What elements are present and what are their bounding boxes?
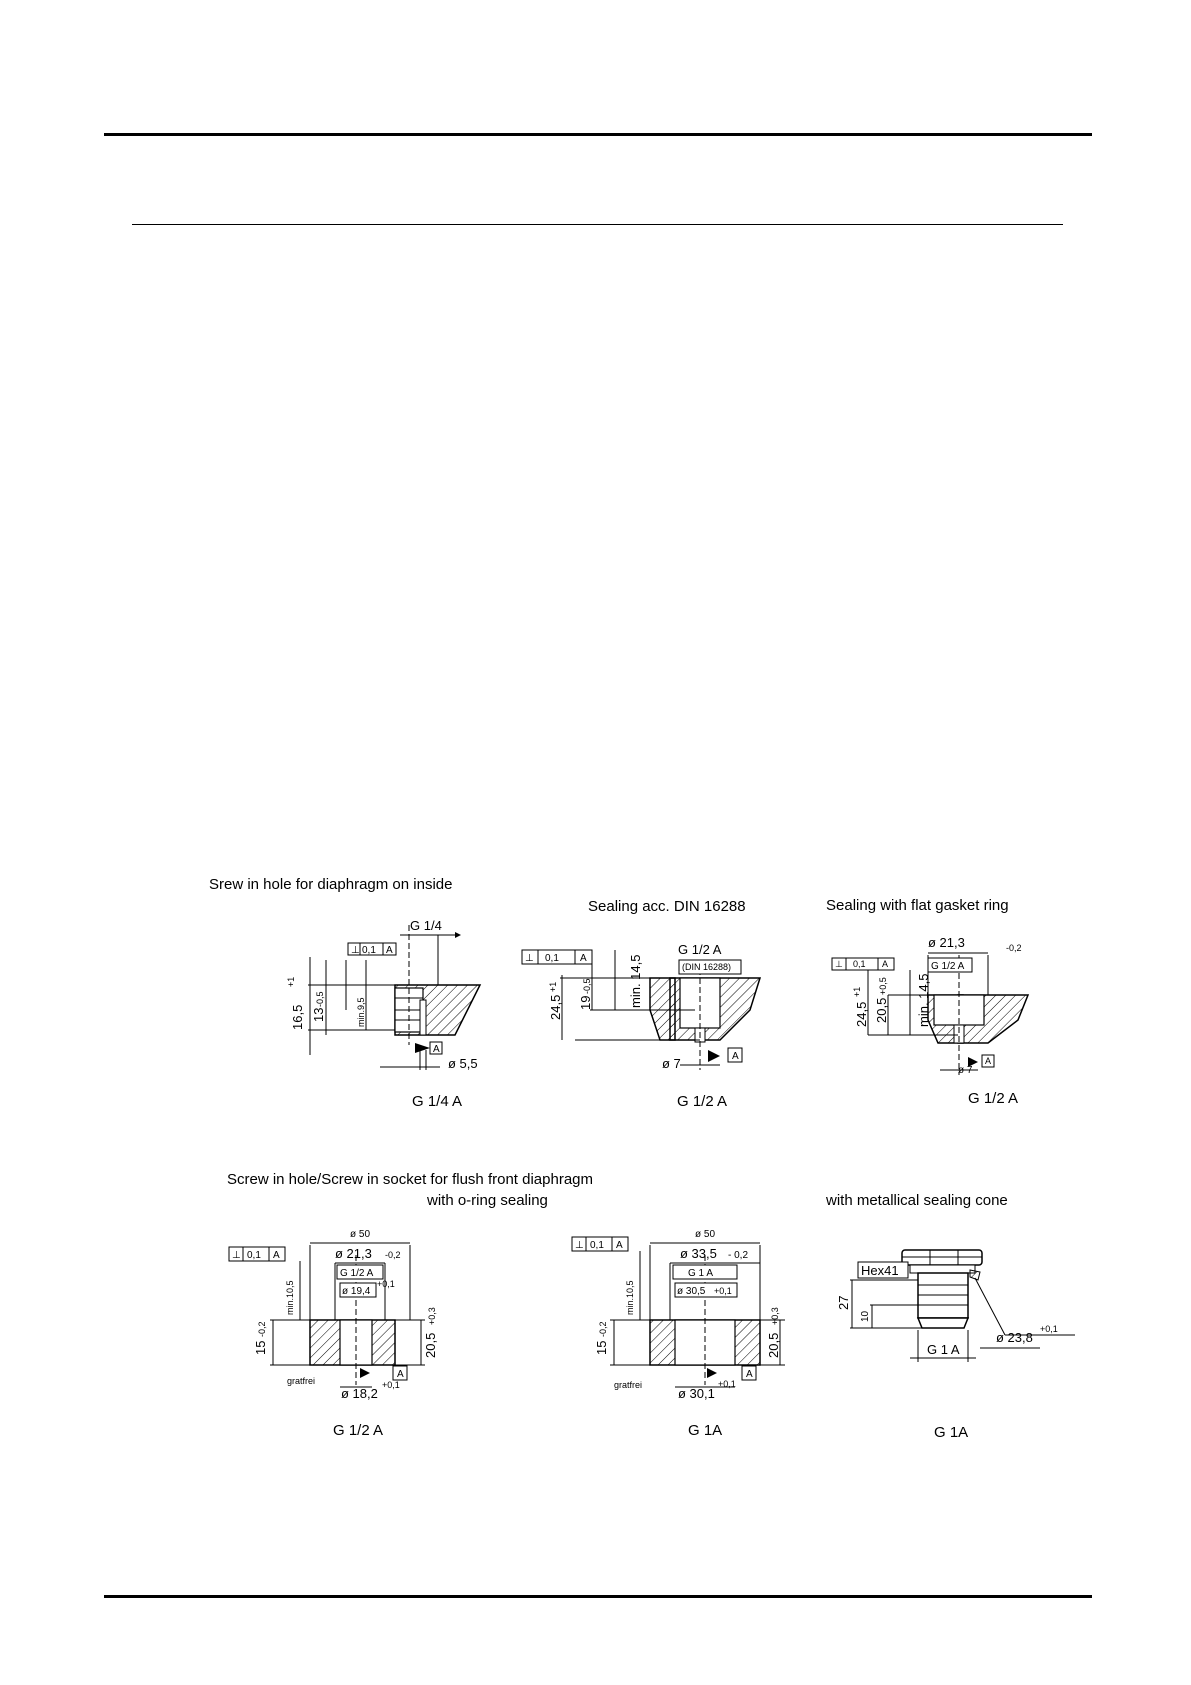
drawing2-thread: G 1/2 A xyxy=(678,942,722,957)
drawing5-tolerance: 0,1 xyxy=(590,1240,604,1251)
drawing5-dia-33-tol: - 0,2 xyxy=(728,1250,749,1261)
drawing4-dia-19-tol: +0,1 xyxy=(377,1279,395,1289)
drawing2-label: G 1/2 A xyxy=(677,1093,728,1110)
caption-metal-cone: with metallical sealing cone xyxy=(826,1192,1008,1209)
caption-flush-front: Screw in hole/Screw in socket for flush front diaphragm xyxy=(227,1171,593,1188)
drawing5-label: G 1A xyxy=(688,1422,723,1439)
drawing4-dia-18-tol: +0,1 xyxy=(382,1380,400,1390)
drawing6-dia-tol: +0,1 xyxy=(1040,1324,1058,1334)
drawing2-dim-19: 19 xyxy=(578,995,593,1010)
drawing1-dim-min: min.9,5 xyxy=(356,997,366,1027)
drawing3-thread: G 1/2 A xyxy=(931,961,965,972)
drawing4-dim-15: 15 xyxy=(253,1340,268,1355)
drawing4-tolerance: 0,1 xyxy=(247,1250,261,1261)
drawing4-flush-o-ring xyxy=(225,1225,455,1410)
drawing2-tolerance: 0,1 xyxy=(545,953,559,964)
header-rule-thin xyxy=(132,224,1063,225)
drawing6-label: G 1A xyxy=(934,1424,969,1441)
drawing3-tolerance: 0,1 xyxy=(853,959,866,969)
drawing1-dim-13-tol: -0,5 xyxy=(315,991,325,1007)
header-rule-thick xyxy=(104,133,1092,136)
drawing2-dim-19-tol: -0,5 xyxy=(582,978,592,994)
svg-text:⊥: ⊥ xyxy=(525,953,534,964)
drawing3-dim-20: 20,5 xyxy=(874,997,889,1023)
drawing4-dia-21: ø 21,3 xyxy=(335,1246,372,1261)
drawing1-thread: G 1/4 xyxy=(410,918,442,933)
drawing1-dia: ø 5,5 xyxy=(448,1056,478,1071)
drawing5-datum-b: A xyxy=(746,1369,753,1380)
drawing1-dim-total-tol: +1 xyxy=(286,976,296,987)
drawing4-dia-50: ø 50 xyxy=(350,1229,371,1240)
drawing2-dim-total-tol: +1 xyxy=(548,981,558,992)
drawing4-gratfrei: gratfrei xyxy=(287,1376,316,1386)
drawing5-dia-30-1-tol: +0,1 xyxy=(718,1379,736,1389)
drawing6-dim-10: 10 xyxy=(860,1310,871,1322)
drawing1-label: G 1/4 A xyxy=(412,1093,463,1110)
caption-o-ring: with o-ring sealing xyxy=(427,1192,548,1209)
drawing6-thread: G 1 A xyxy=(927,1342,960,1357)
drawing3-datum: A xyxy=(882,959,889,969)
drawing4-dim-20-tol: +0,3 xyxy=(427,1307,437,1325)
drawing3-dim-min: min. 14,5 xyxy=(916,973,931,1027)
drawing4-label: G 1/2 A xyxy=(333,1422,384,1439)
drawing5-dim-min: min.10,5 xyxy=(625,1280,635,1315)
drawing1-screw-in-inside xyxy=(280,905,500,1080)
drawing2-datum: A xyxy=(580,953,587,964)
drawing6-dim-27: 27 xyxy=(836,1295,851,1310)
drawing5-thread: G 1 A xyxy=(688,1268,714,1279)
drawing5-gratfrei: gratfrei xyxy=(614,1380,643,1390)
drawing1-dim-total: 16,5 xyxy=(290,1004,305,1030)
drawing3-dia: ø 7 xyxy=(958,1065,973,1076)
svg-text:⊥: ⊥ xyxy=(575,1240,584,1251)
drawing4-dim-min: min.10,5 xyxy=(285,1280,295,1315)
drawing6-metal-cone xyxy=(830,1250,1080,1410)
drawing5-dim-15: 15 xyxy=(594,1340,609,1355)
drawing3-label: G 1/2 A xyxy=(968,1090,1019,1107)
drawing1-datum-b: A xyxy=(433,1044,440,1055)
drawing5-dia-30-1: ø 30,1 xyxy=(678,1386,715,1401)
drawing3-dim-20-tol: +0,5 xyxy=(878,977,888,995)
drawing2-din16288 xyxy=(520,930,770,1080)
drawing5-dia-30-5-tol: +0,1 xyxy=(714,1286,732,1296)
drawing5-dim-20-tol: +0,3 xyxy=(770,1307,780,1325)
drawing4-dim-15-tol: -0,2 xyxy=(257,1321,267,1337)
drawing4-dim-20: 20,5 xyxy=(423,1332,438,1358)
drawing1-dim-13: 13 xyxy=(311,1007,326,1022)
drawing4-datum: A xyxy=(273,1250,280,1261)
drawing3-dia-top-tol: -0,2 xyxy=(1006,943,1022,953)
drawing5-dim-20: 20,5 xyxy=(766,1332,781,1358)
caption-flat-gasket: Sealing with flat gasket ring xyxy=(826,897,1009,914)
drawing2-dim-total: 24,5 xyxy=(548,994,563,1020)
drawing2-din-label: (DIN 16288) xyxy=(682,962,732,972)
footer-rule-thick xyxy=(104,1595,1092,1598)
drawing2-datum-b: A xyxy=(732,1051,739,1062)
drawing6-dia: ø 23,8 xyxy=(996,1330,1033,1345)
drawing3-dia-top: ø 21,3 xyxy=(928,935,965,950)
drawing5-dim-15-tol: -0,2 xyxy=(598,1321,608,1337)
drawing4-dia-21-tol: -0,2 xyxy=(385,1250,401,1260)
drawing4-dia-19: ø 19,4 xyxy=(342,1286,371,1297)
drawing3-flat-gasket xyxy=(828,935,1038,1080)
caption-din16288: Sealing acc. DIN 16288 xyxy=(588,898,746,915)
drawing1-datum: A xyxy=(386,945,393,956)
svg-text:⊥: ⊥ xyxy=(232,1250,241,1261)
drawing3-dim-total: 24,5 xyxy=(854,1001,869,1027)
drawing5-dia-50: ø 50 xyxy=(695,1229,716,1240)
drawing2-dim-min: min. 14,5 xyxy=(628,954,643,1008)
drawing4-datum-b: A xyxy=(397,1369,404,1380)
drawing4-thread: G 1/2 A xyxy=(340,1268,374,1279)
drawing6-hex: Hex41 xyxy=(861,1263,899,1278)
svg-text:⊥: ⊥ xyxy=(351,945,360,956)
drawing3-datum-b: A xyxy=(985,1056,992,1066)
drawing1-tolerance: 0,1 xyxy=(362,945,376,956)
drawing2-dia: ø 7 xyxy=(662,1056,681,1071)
drawing5-datum: A xyxy=(616,1240,623,1251)
drawing4-dia-18: ø 18,2 xyxy=(341,1386,378,1401)
drawing5-flush-g1 xyxy=(570,1225,810,1410)
drawing5-dia-30-5: ø 30,5 xyxy=(677,1286,706,1297)
drawing5-dia-33: ø 33,5 xyxy=(680,1246,717,1261)
caption-screw-in-inside: Srew in hole for diaphragm on inside xyxy=(209,876,453,893)
drawing3-dim-total-tol: +1 xyxy=(852,986,862,997)
svg-text:⊥: ⊥ xyxy=(835,959,843,969)
